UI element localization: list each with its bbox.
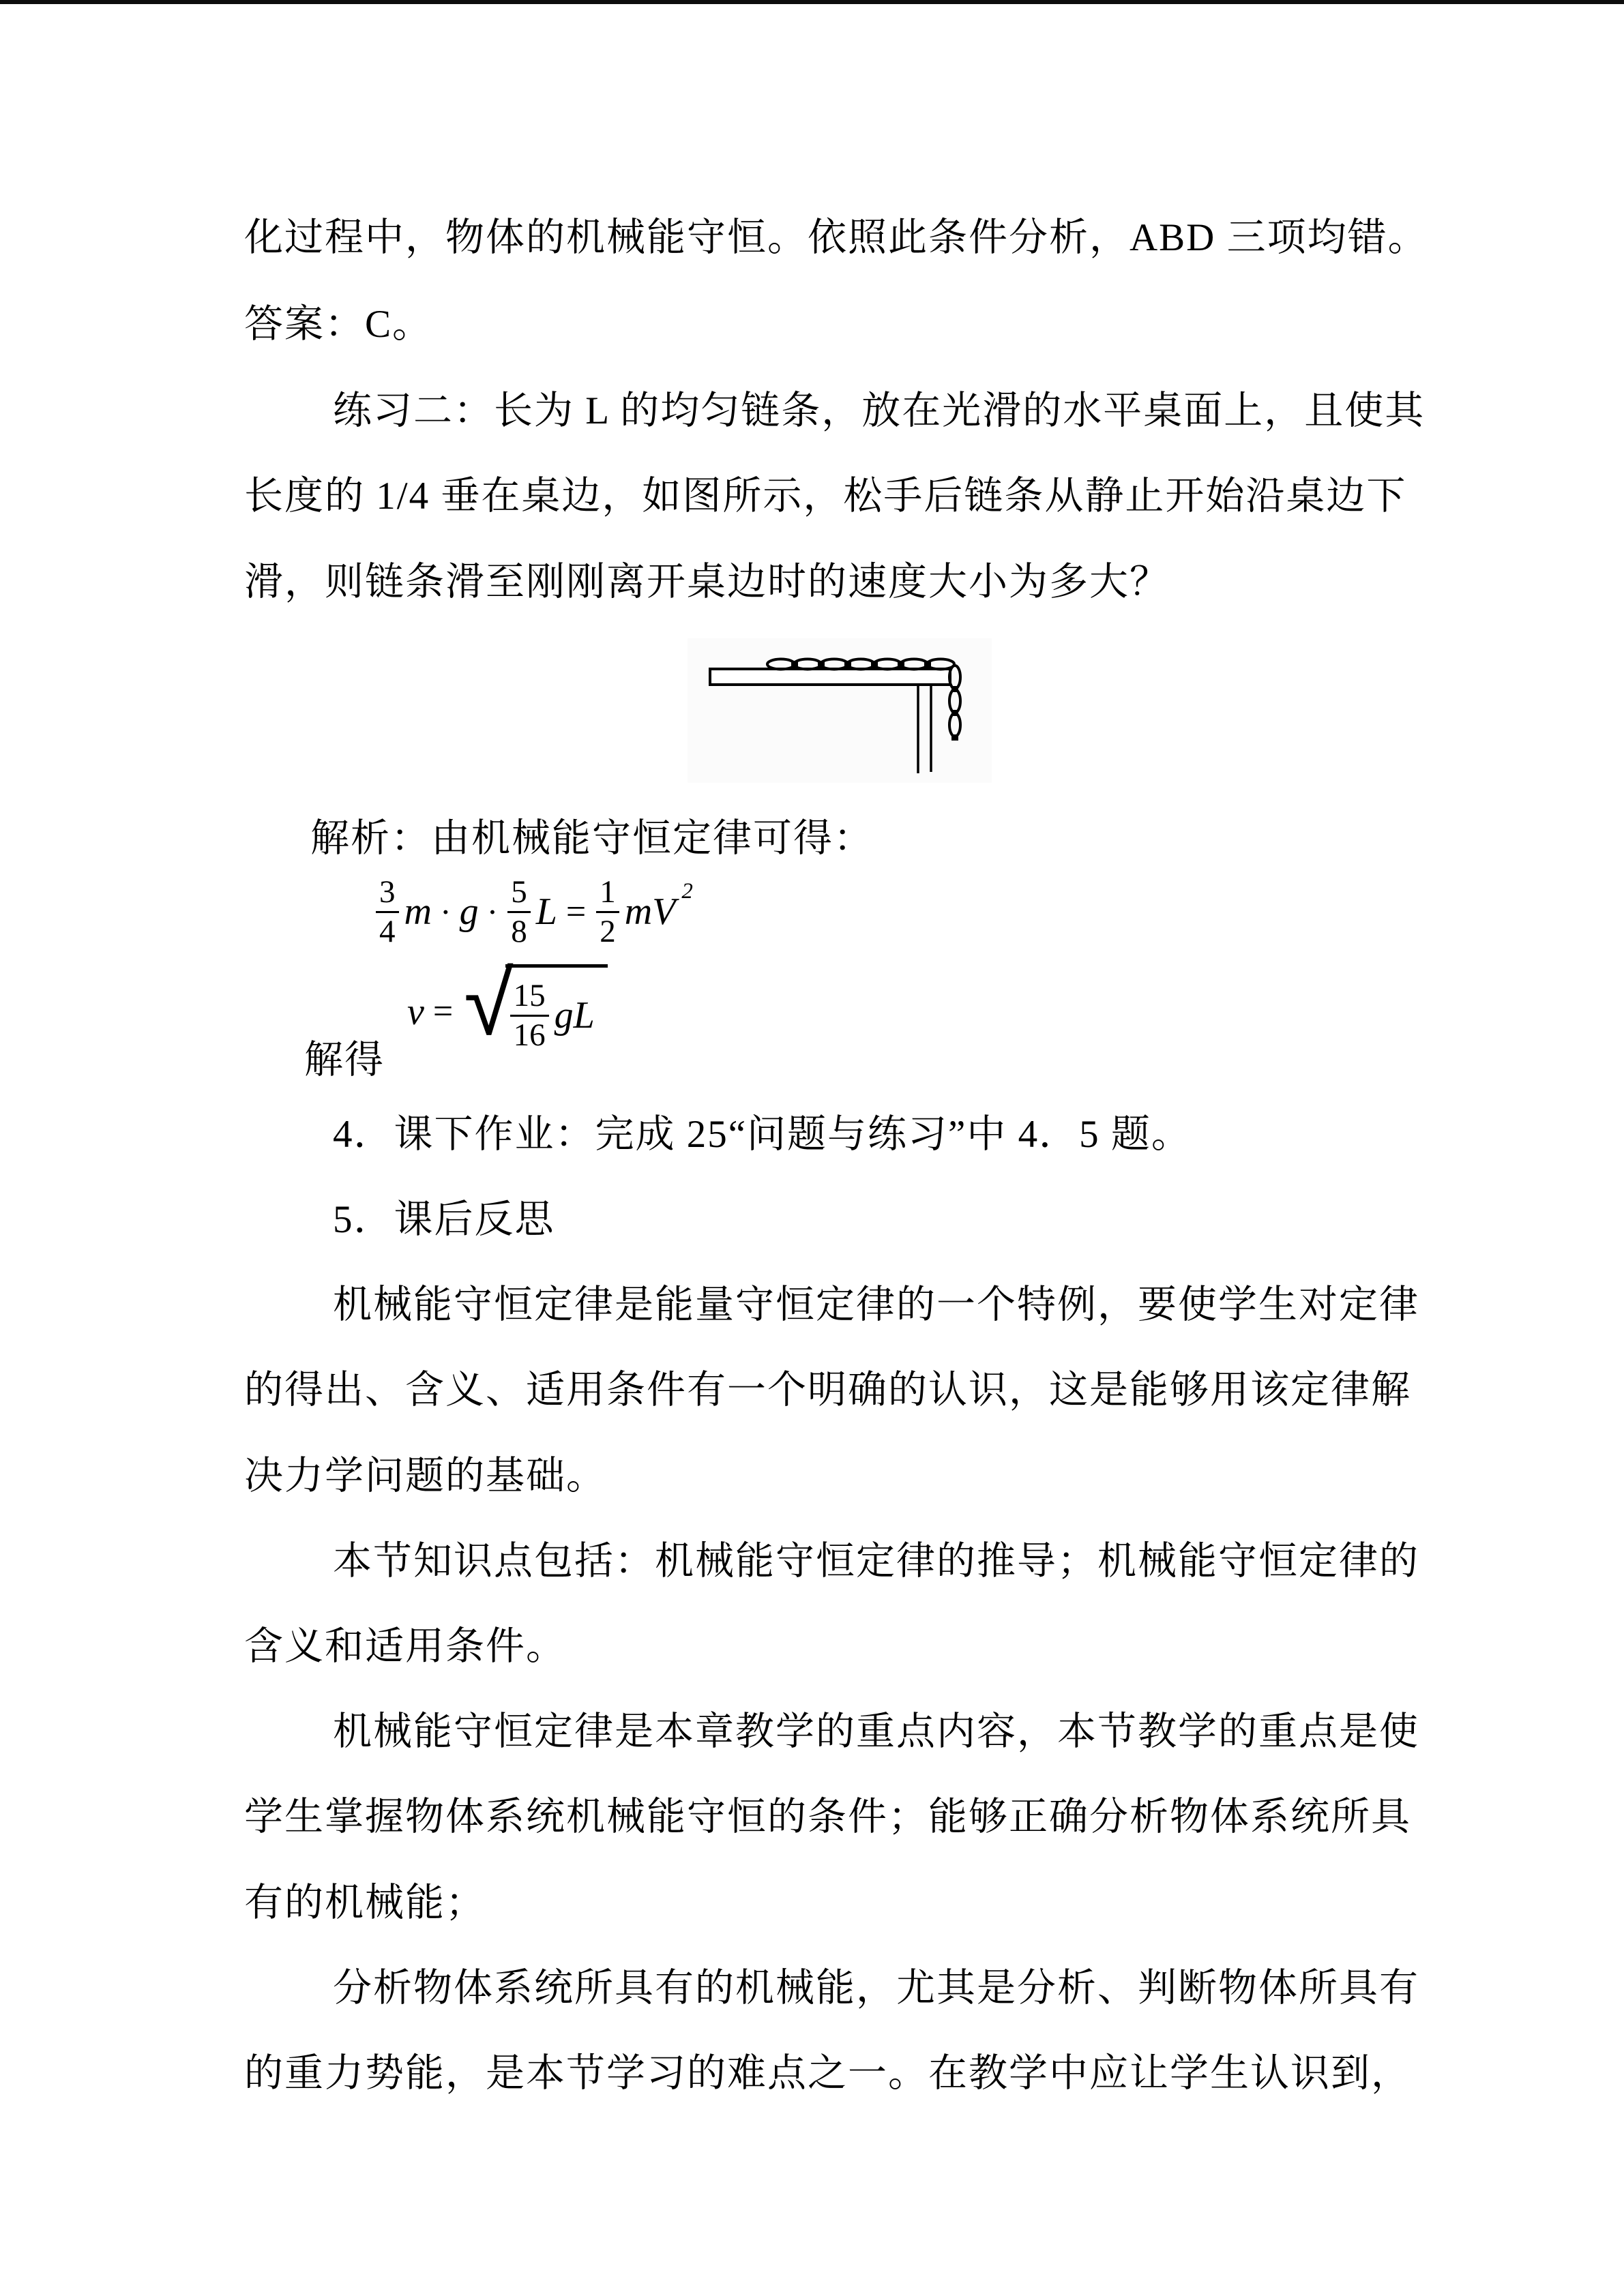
reflection-p3-line-3: 有的机械能； (244, 1881, 486, 1924)
exponent-2: 2 (681, 878, 693, 904)
variable-g: g (459, 891, 479, 934)
variable-mV: mV (624, 891, 676, 934)
answer-line: 答案：C。 (244, 303, 433, 346)
solution-intro-line: 解析：由机械能守恒定律可得： (310, 817, 874, 860)
reflection-p1-line-1: 机械能守恒定律是能量守恒定律的一个特例，要使学生对定律 (333, 1283, 1419, 1326)
fraction-numerator: 3 (379, 874, 396, 910)
multiplication-dot: · (439, 893, 452, 931)
chain-on-table-figure (688, 638, 992, 783)
table-top (710, 669, 950, 685)
reflection-p2-line-1: 本节知识点包括：机械能守恒定律的推导；机械能守恒定律的 (333, 1540, 1419, 1583)
fraction-one-half (596, 876, 619, 949)
fraction-numerator: 15 (513, 977, 546, 1013)
equals-sign: = (565, 892, 587, 931)
reflection-p3-line-1: 机械能守恒定律是本章教学的重点内容，本节教学的重点是使 (333, 1710, 1419, 1753)
exercise2-line-1: 练习二：长为 L 的均匀链条，放在光滑的水平桌面上，且使其 (333, 389, 1426, 432)
exercise2-line-2: 长度的 1/4 垂在桌边，如图所示，松手后链条从静止开始沿桌边下 (244, 475, 1407, 518)
fraction-fifteen-sixteenths (510, 979, 549, 1052)
solve-label: 解得 (304, 1039, 385, 1082)
fraction-three-quarters (376, 876, 399, 949)
reflection-p1-line-2: 的得出、含义、适用条件有一个明确的认识，这是能够用该定律解 (244, 1369, 1411, 1412)
reflection-p4-line-2: 的重力势能，是本节学习的难点之一。在教学中应让学生认识到， (244, 2052, 1411, 2095)
fraction-numerator: 1 (600, 874, 616, 910)
radicand (505, 964, 608, 1059)
energy-conservation-equation (372, 874, 693, 949)
fraction-numerator: 5 (511, 874, 527, 910)
variable-m: m (404, 891, 432, 934)
reflection-heading: 5．课后反思 (333, 1198, 555, 1241)
variable-gL: gL (554, 994, 595, 1037)
reflection-p1-line-3: 决力学问题的基础。 (244, 1455, 606, 1497)
fraction-denominator: 16 (510, 1015, 549, 1052)
page-top-edge-strip (0, 0, 1624, 4)
result-equation (405, 951, 608, 1059)
multiplication-dot: · (486, 893, 499, 931)
fraction-denominator: 2 (596, 911, 619, 949)
reflection-p2-line-2: 含义和适用条件。 (244, 1625, 566, 1668)
fraction-denominator: 8 (507, 911, 531, 949)
square-root (464, 951, 608, 1059)
equals-sign: = (432, 992, 454, 1031)
fraction-five-eighths (507, 876, 531, 949)
variable-v: v (407, 990, 424, 1033)
exercise2-line-3: 滑，则链条滑至刚刚离开桌边时的速度大小为多大？ (244, 561, 1170, 603)
reflection-p4-line-1: 分析物体系统所具有的机械能，尤其是分析、判断物体所具有 (333, 1967, 1419, 2010)
variable-L: L (535, 891, 557, 934)
reflection-p3-line-2: 学生掌握物体系统机械能守恒的条件；能够正确分析物体系统所具 (244, 1795, 1411, 1838)
text-line: 化过程中，物体的机械能守恒。依照此条件分析，ABD 三项均错。 (244, 216, 1428, 259)
homework-line: 4．课下作业：完成 25“问题与练习”中 4．5 题。 (333, 1113, 1192, 1156)
radical-sign: √ (464, 951, 514, 1056)
fraction-denominator: 4 (376, 911, 399, 949)
